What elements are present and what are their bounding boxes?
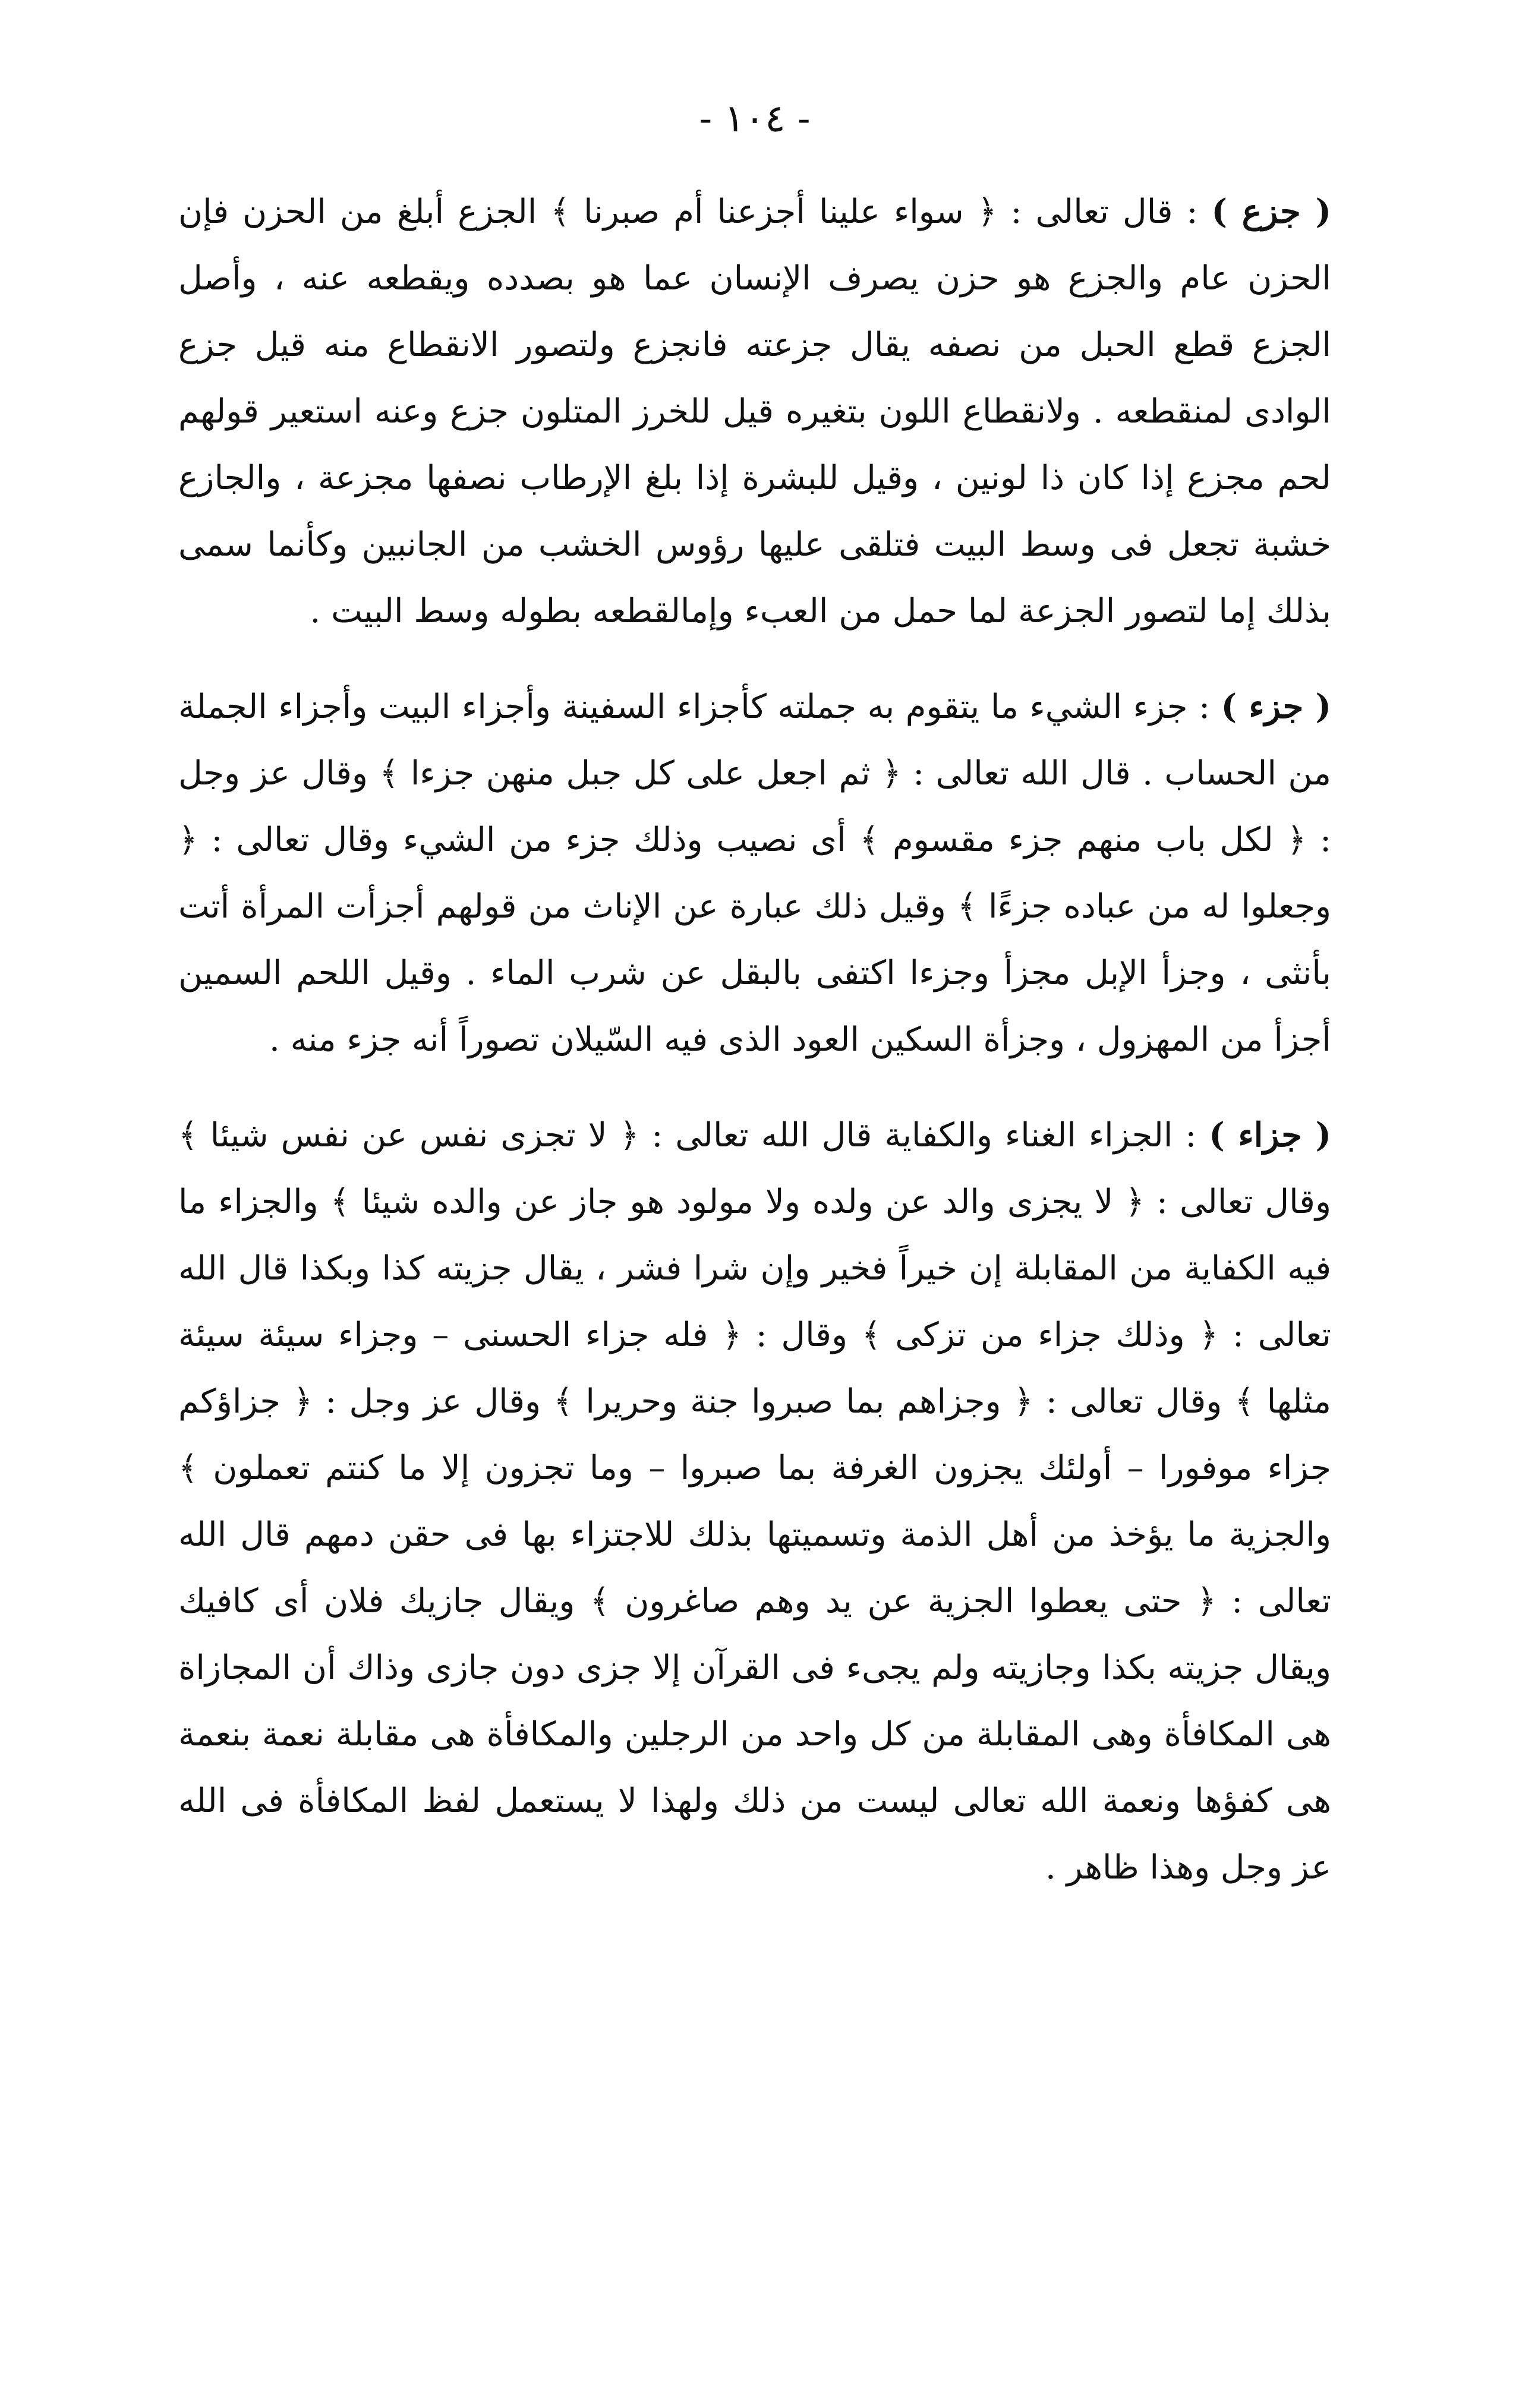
entry-jaza xyxy=(178,178,1331,645)
document-page xyxy=(178,89,1331,1901)
entry-heading: ( جزع ) xyxy=(1211,192,1331,231)
page-number: - ١٠٤ - xyxy=(699,97,811,141)
entry-heading: ( جزاء ) xyxy=(1209,1115,1332,1155)
entry-jazaa xyxy=(178,1102,1331,1901)
entry-body: : جزء الشيء ما يتقوم به جملته كأجزاء السفينة وأجزاء البيت وأجزاء الجملة من الحساب . قال الله تعالى : ﴿ ثم اجعل على كل جبل منهن جزءا ﴾ وقال عز وجل : ﴿ لكل باب منهم جزء مقسوم ﴾ أى نصيب وذلك جزء من الشيء وقال تعالى : ﴿ وجعلوا له من عباده جزءًا ﴾ وقيل ذلك عبارة عن الإناث من قولهم أجزأت المرأة أتت بأنثى ، وجزأ الإبل مجزأ وجزءا اكتفى بالبقل عن شرب الماء . وقيل اللحم السمين أجزأ من المهزول ، وجزأة السكين العود الذى فيه السّيلان تصوراً أنه جزء منه . xyxy=(178,688,1331,1059)
entry-body: : قال تعالى : ﴿ سواء علينا أجزعنا أم صبرنا ﴾ الجزع أبلغ من الحزن فإن الحزن عام والجزع هو حزن يصرف الإنسان عما هو بصدده ويقطعه عنه ، وأصل الجزع قطع الحبل من نصفه يقال جزعته فانجزع ولتصور الانقطاع منه قيل جزع الوادى لمنقطعه . ولانقطاع اللون بتغيره قيل للخرز المتلون جزع وعنه استعير قولهم لحم مجزع إذا كان ذا لونين ، وقيل للبشرة إذا بلغ الإرطاب نصفها مجزعة ، والجازع خشبة تجعل فى وسط البيت فتلقى عليها رؤوس الخشب من الجانبين وكأنما سمى بذلك إما لتصور الجزعة لما حمل من العبء وإمالقطعه بطوله وسط البيت . xyxy=(178,193,1331,631)
entry-juz xyxy=(178,673,1331,1073)
entry-heading: ( جزء ) xyxy=(1221,687,1331,726)
entry-body: : الجزاء الغناء والكفاية قال الله تعالى : ﴿ لا تجزى نفس عن نفس شيئا ﴾ وقال تعالى : ﴿ لا يجزى والد عن ولده ولا مولود هو جاز عن والده شيئا ﴾ والجزاء ما فيه الكفاية من المقابلة إن خيراً فخير وإن شرا فشر ، يقال جزيته كذا وبكذا قال الله تعالى : ﴿ وذلك جزاء من تزكى ﴾ وقال : ﴿ فله جزاء الحسنى – وجزاء سيئة سيئة مثلها ﴾ وقال تعالى : ﴿ وجزاهم بما صبروا جنة وحريرا ﴾ وقال عز وجل : ﴿ جزاؤكم جزاء موفورا – أولئك يجزون الغرفة بما صبروا – وما تجزون إلا ما كنتم تعملون ﴾ والجزية ما يؤخذ من أهل الذمة وتسميتها بذلك للاجتزاء بها فى حقن دمهم قال الله تعالى : ﴿ حتى يعطوا الجزية عن يد وهم صاغرون ﴾ ويقال جازيك فلان أى كافيك ويقال جزيته بكذا وجازيته ولم يجىء فى القرآن إلا جزى دون جازى وذاك أن المجازاة هى المكافأة وهى المقابلة من كل واحد من الرجلين والمكافأة هى مقابلة نعمة بنعمة هى كفؤها ونعمة الله تعالى ليست من ذلك ولهذا لا يستعمل لفظ المكافأة فى الله عز وجل وهذا ظاهر . xyxy=(178,1116,1331,1887)
